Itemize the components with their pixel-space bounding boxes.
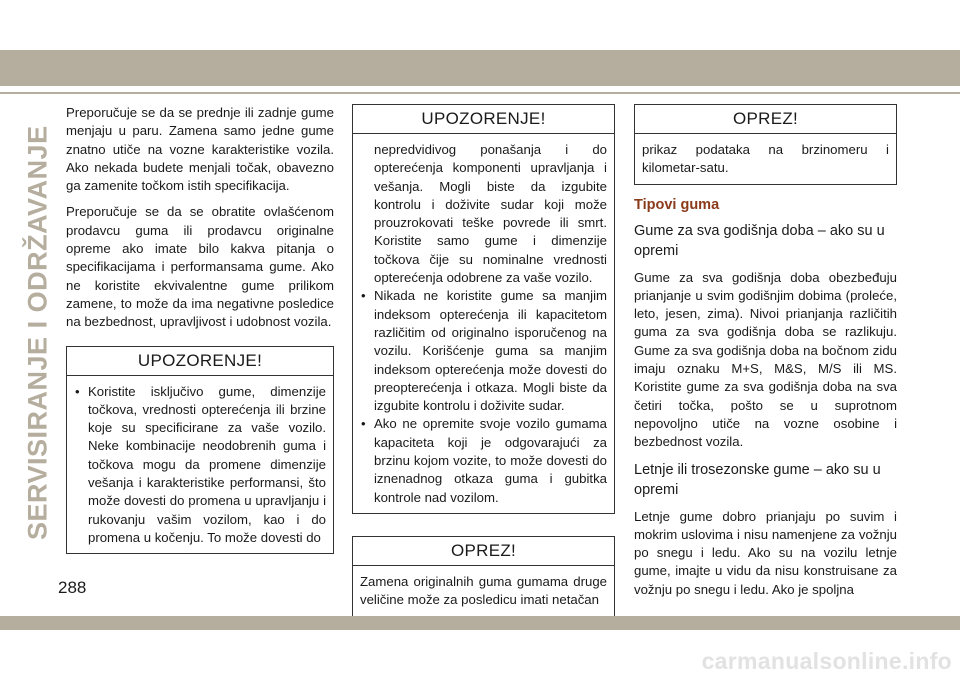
warning-item-load-index: • Nikada ne koristite gume sa manjim indeksom opterećenja ili kapacitetom različitim od originalno isporučenog na vozilu. Korišćenje guma sa manjim indeksom opterećenja može dovesti do preopterećenja i otkaza. Mogli biste da izgubite kontrolu i doživite sudar. (360, 287, 607, 415)
header-rule (0, 92, 960, 94)
caution-text: prikaz podataka na brzinomeru i kilometar-satu. (642, 142, 889, 176)
caution-text: Zamena originalnih guma gumama druge veličine može za posledicu imati netačan (360, 573, 607, 608)
page-number: 288 (58, 578, 87, 597)
warning-box-1 (66, 346, 334, 555)
subheading-summer: Letnje ili trosezonske gume – ako su u opremi (634, 461, 881, 498)
warning-title: UPOZORENJE! (67, 347, 333, 376)
paragraph-dealer-advice: Preporučuje se da se obratite ovlašćenom prodavcu guma ili prodavcu originalne opreme ako imate bilo kakva pitanja o specifikacijama i performansama gume. Ako ne koristite ekvivalentne gume prilikom zamene, to može da ima negativne posledice na bezbednost, upravljivost i udobnost vozila. (66, 204, 334, 330)
caution-box-1 (352, 536, 615, 617)
warning-list (360, 287, 607, 507)
footer-band (0, 616, 960, 630)
subheading-all-season: Gume za sva godišnja doba – ako su u opremi (634, 222, 885, 259)
paragraph-summer: Letnje gume dobro prianjaju po suvim i mokrim uslovima i nisu namenjene za vožnju po snegu i ledu. Ako su na vozilu letnje gume, imajte u vidu da nisu konstruisane za vožnju po snegu i ledu. Ako je spoljna (634, 508, 897, 597)
warning-title: UPOZORENJE! (353, 105, 614, 134)
caution-box-2 (634, 104, 897, 185)
column-left (66, 104, 334, 576)
header-band (0, 50, 960, 86)
warning-list (74, 383, 326, 548)
caution-title: OPREZ! (635, 105, 896, 134)
warning-continuation: nepredvidivog ponašanja i do opterećenja komponenti upravljanja i vešanja. Mogli biste da izgubite kontrolu i doživite sudar koji može prouzrokovati teške povrede ili smrt. Koristite samo gume i dimenzije točkova čije su nominalne vrednosti opterećenja odobrene za vaše vozilo. (374, 142, 607, 286)
paragraph-all-season: Gume za sva godišnja doba obezbeđuju prianjanje u svim godišnjim dobima (proleće, leto, jesen, zima). Nivoi prianjanja različitih guma za sva godišnja doba se razlikuju. Gume za sva godišnja doba na bočnom zidu imaju oznaku M+S, M&S, M/S ili MS. Koristite gume za sva godišnja doba na sva četiri točka, pošto se u suprotnom nepovoljno utiče na vozne osobine i bezbednost vozila. (634, 269, 897, 450)
paragraph-tire-pairs: Preporučuje se da se prednje ili zadnje gume menjaju u paru. Zamena samo jedne gume znatno utiče na vozne karakteristike vozila. Ako nekada budete menjali točak, obavezno ga zamenite točkom istih specifikacija. (66, 105, 334, 194)
column-middle (352, 104, 615, 639)
warning-item: • Koristite isključivo gume, dimenzije točkova, vrednosti opterećenja ili brzine koje su specificirane za vaše vozilo. Neke kombinacije neodobrenih guma i točkova mogu da promene dimenzije vešanja i karakteristike performansi, što može dovesti do promena u upravljanju i rukovanju vašim vozilom, kao i do promena u kočenju. To može dovesti do (74, 383, 326, 548)
caution-title: OPREZ! (353, 537, 614, 566)
chapter-side-title: SERVISIRANJE I ODRŽAVANJE (22, 125, 53, 540)
watermark-text: carmanualsonline.info (701, 648, 952, 674)
column-right (634, 104, 897, 607)
section-title-tire-types: Tipovi guma (634, 196, 720, 213)
warning-item-speed-rating: • Ako ne opremite svoje vozilo gumama kapaciteta koji je odgovarajući za brzinu kojom vozite, to može dovesti do iznenadnog otkaza guma i gubitka kontrole nad vozilom. (360, 415, 607, 506)
warning-box-2 (352, 104, 615, 514)
